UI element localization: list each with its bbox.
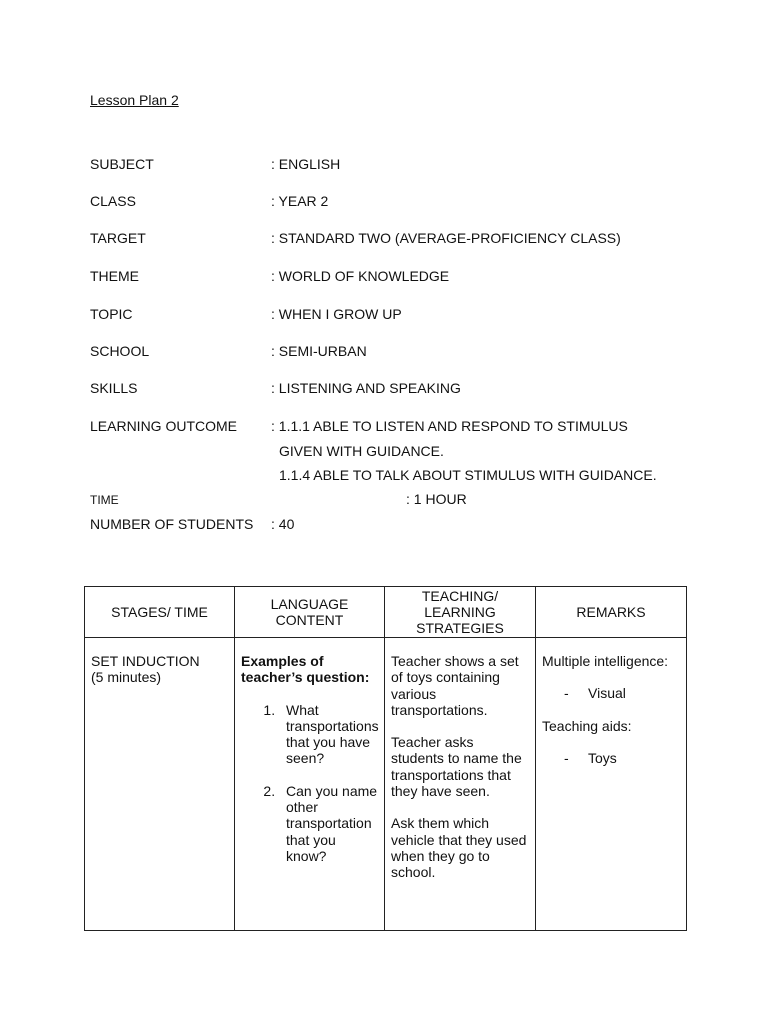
multiple-intelligence-value: Visual (588, 685, 626, 702)
table-row (85, 638, 687, 931)
header-language-content: LANGUAGE CONTENT (235, 587, 385, 638)
school-label: SCHOOL (90, 343, 150, 359)
strategies-cell (385, 638, 536, 931)
list-item: 1. What transportations that you have seen? (279, 702, 378, 767)
remarks-cell (536, 638, 687, 931)
strategy-paragraph: Ask them which vehicle that they used when they go to school. (391, 815, 527, 881)
time-value: : 1 HOUR (406, 491, 467, 507)
skills-value: : LISTENING AND SPEAKING (271, 380, 461, 396)
skills-label: SKILLS (90, 380, 138, 396)
question-list (241, 702, 378, 865)
learning-outcome-value-line2: GIVEN WITH GUIDANCE. (279, 443, 444, 459)
teaching-aids-label: Teaching aids: (542, 717, 632, 734)
list-item: 2. Can you name other transportation that you know? (279, 783, 378, 864)
target-value: : STANDARD TWO (AVERAGE-PROFICIENCY CLASS) (271, 230, 621, 246)
stage-cell (85, 638, 235, 931)
time-label: TIME (90, 493, 119, 507)
dash-bullet: - (564, 685, 569, 702)
header-remarks: REMARKS (536, 587, 687, 638)
strategy-paragraph: Teacher asks students to name the transportations that they have seen. (391, 734, 522, 800)
target-label: TARGET (90, 230, 146, 246)
class-value: : YEAR 2 (271, 193, 329, 209)
topic-value: : WHEN I GROW UP (271, 306, 402, 322)
topic-label: TOPIC (90, 306, 133, 322)
theme-value: : WORLD OF KNOWLEDGE (271, 268, 450, 284)
school-value: : SEMI-URBAN (271, 343, 367, 359)
learning-outcome-value-line1: : 1.1.1 ABLE TO LISTEN AND RESPOND TO STIMULUS (271, 418, 628, 434)
lesson-plan-table (84, 586, 687, 931)
learning-outcome-label: LEARNING OUTCOME (90, 418, 238, 434)
students-label: NUMBER OF STUDENTS (90, 516, 254, 532)
subject-value: : ENGLISH (271, 156, 341, 172)
theme-label: THEME (90, 268, 139, 284)
learning-outcome-value-line3: 1.1.4 ABLE TO TALK ABOUT STIMULUS WITH GUIDANCE. (279, 467, 657, 483)
multiple-intelligence-item (542, 685, 680, 701)
stage-name: SET INDUCTION (91, 653, 200, 669)
table-header-row (85, 587, 687, 638)
strategy-paragraph: Teacher shows a set of toys containing various transportations. (391, 653, 519, 718)
header-stages-time: STAGES/ TIME (85, 587, 235, 638)
page-title: Lesson Plan 2 (90, 92, 179, 108)
language-content-cell (235, 638, 385, 931)
class-label: CLASS (90, 193, 136, 209)
teaching-aids-item (542, 750, 680, 766)
multiple-intelligence-label: Multiple intelligence: (542, 653, 669, 669)
dash-bullet: - (564, 749, 569, 766)
subject-label: SUBJECT (90, 156, 154, 172)
stage-time: (5 minutes) (91, 669, 162, 686)
students-value: : 40 (271, 516, 295, 532)
header-teaching-learning-strategies: TEACHING/ LEARNING STRATEGIES (385, 587, 536, 638)
content-heading: Examples of teacher’s question: (241, 653, 370, 686)
teaching-aids-value: Toys (588, 749, 617, 766)
